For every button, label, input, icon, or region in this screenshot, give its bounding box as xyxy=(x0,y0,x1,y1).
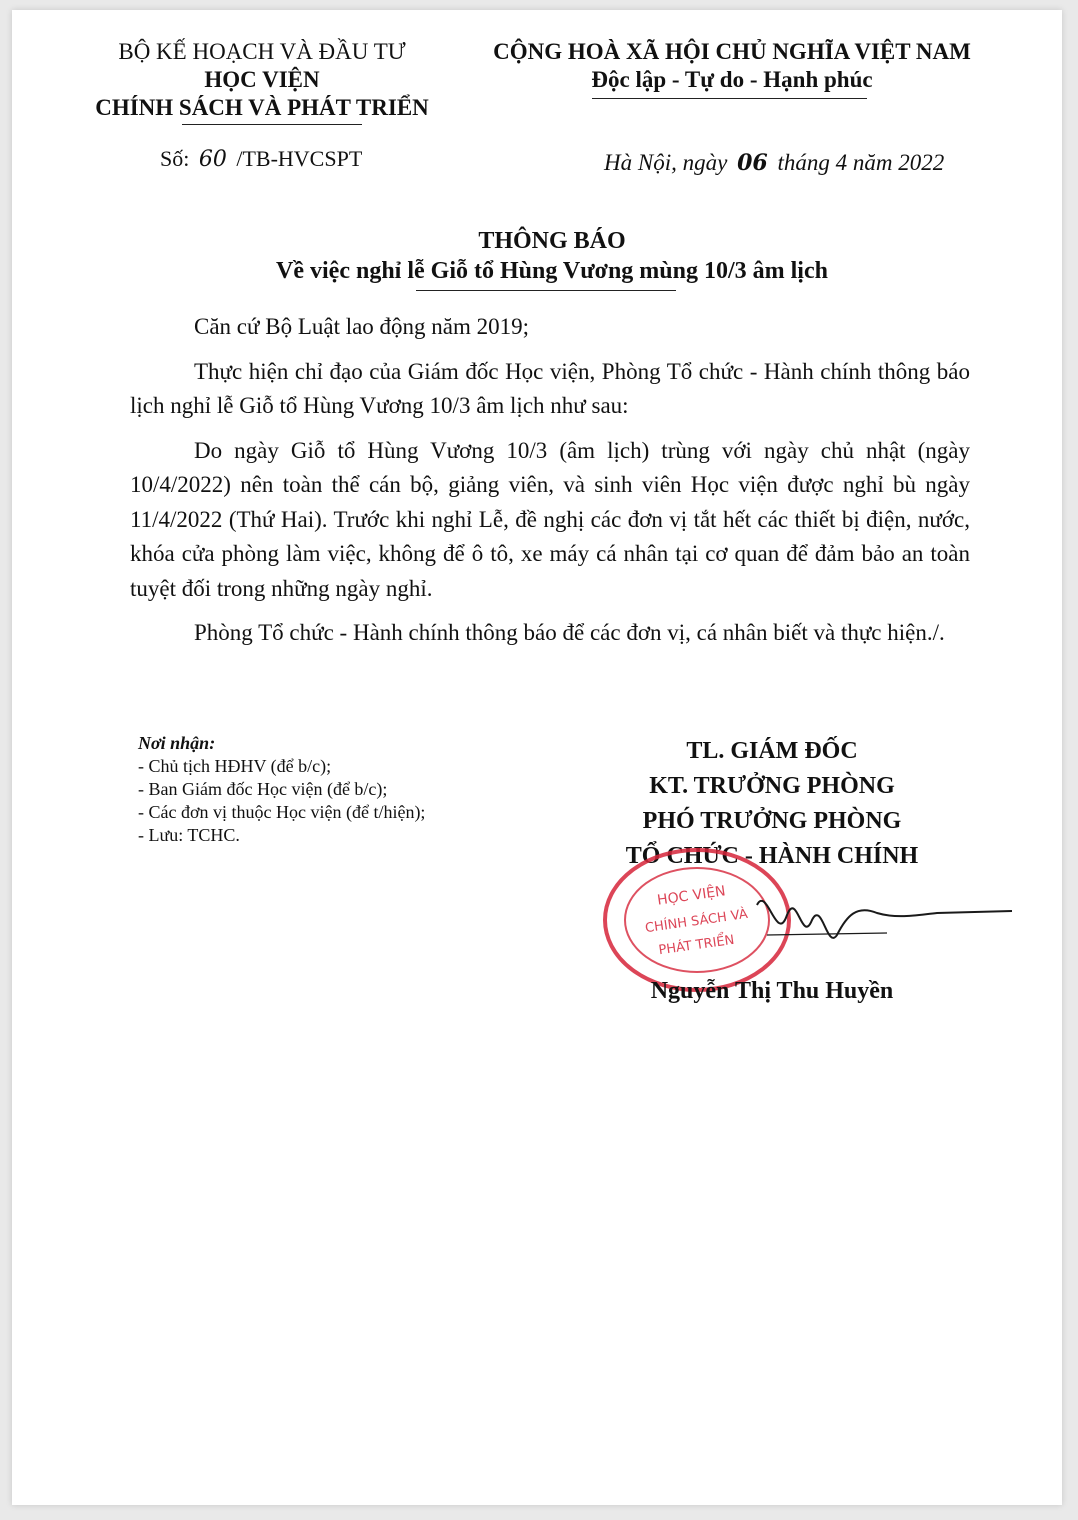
handwritten-signature xyxy=(727,875,1017,965)
signature-underline xyxy=(767,933,887,935)
recipient-item: - Ban Giám đốc Học viện (để b/c); xyxy=(138,779,388,799)
recipient-item: - Lưu: TCHC. xyxy=(138,825,240,845)
recipients-list xyxy=(138,732,558,847)
institute-name-line1: HỌC VIỆN xyxy=(204,67,320,92)
sign-authority-line2: KT. TRƯỞNG PHÒNG xyxy=(649,773,895,799)
recipient-item: - Chủ tịch HĐHV (để b/c); xyxy=(138,756,332,776)
recipient-item: - Các đơn vị thuộc Học viện (để t/hiện); xyxy=(138,802,426,822)
doc-number-suffix: /TB-HVCSPT xyxy=(236,146,363,171)
signature-stroke xyxy=(757,901,1012,938)
stamp-text-line3: PHÁT TRIỂN xyxy=(657,932,736,959)
motto-underline xyxy=(592,98,867,99)
nation-name: CỘNG HOÀ XÃ HỘI CHỦ NGHĨA VIỆT NAM xyxy=(493,39,971,64)
date-day-handwritten: 06 xyxy=(737,150,768,176)
document-page xyxy=(12,10,1062,1505)
notice-title xyxy=(112,226,992,286)
place-date-suffix: tháng 4 năm 2022 xyxy=(777,150,945,175)
national-motto: Độc lập - Tự do - Hạnh phúc xyxy=(591,67,873,92)
title-underline xyxy=(416,290,676,291)
sign-authority-line3: PHÓ TRƯỞNG PHÒNG xyxy=(642,808,902,834)
body-paragraph-4: Phòng Tổ chức - Hành chính thông báo để các đơn vị, cá nhân biết và thực hiện./. xyxy=(194,620,945,645)
notice-body xyxy=(130,310,970,661)
issuer-header xyxy=(72,38,452,122)
doc-number-handwritten: 60 xyxy=(198,147,227,172)
document-number xyxy=(160,146,362,172)
body-paragraph-1: Căn cứ Bộ Luật lao động năm 2019; xyxy=(194,314,530,339)
sign-authority-line4: TỔ CHỨC - HÀNH CHÍNH xyxy=(625,843,919,869)
stamp-text-line2: CHÍNH SÁCH VÀ xyxy=(644,906,749,937)
issuer-underline xyxy=(182,124,362,125)
title-main: THÔNG BÁO xyxy=(478,228,626,254)
signer-name: Nguyễn Thị Thu Huyền xyxy=(650,978,894,1004)
recipients-label: Nơi nhận: xyxy=(138,733,216,753)
institute-name-line2: CHÍNH SÁCH VÀ PHÁT TRIỂN xyxy=(95,95,429,120)
national-header xyxy=(482,38,982,94)
body-paragraph-2: Thực hiện chỉ đạo của Giám đốc Học viện, Phòng Tổ chức - Hành chính thông báo lịch nghỉ lễ Giỗ tổ Hùng Vương 10/3 âm lịch như sau: xyxy=(130,358,970,418)
title-subject: Về việc nghỉ lễ Giỗ tổ Hùng Vương mùng 10/3 âm lịch xyxy=(276,258,828,284)
sign-authority-line1: TL. GIÁM ĐỐC xyxy=(686,738,858,764)
place-and-date xyxy=(604,150,944,176)
body-paragraph-3: Do ngày Giỗ tổ Hùng Vương 10/3 (âm lịch) trùng với ngày chủ nhật (ngày 10/4/2022) nên toàn thể cán bộ, giảng viên, và sinh viên Học viện được nghỉ bù ngày 11/4/2022 (Thứ Hai). Trước khi nghỉ Lễ, đề nghị các đơn vị tắt hết các thiết bị điện, nước, khóa cửa phòng làm việc, không để ô tô, xe máy cá nhân tại cơ quan để đảm bảo an toàn tuyệt đối trong những ngày nghỉ. xyxy=(130,437,970,601)
stamp-text-line1: HỌC VIỆN xyxy=(656,883,727,909)
doc-number-prefix: Số: xyxy=(160,146,190,171)
place-date-prefix: Hà Nội, ngày xyxy=(604,150,728,175)
ministry-name: BỘ KẾ HOẠCH VÀ ĐẦU TƯ xyxy=(118,39,406,64)
